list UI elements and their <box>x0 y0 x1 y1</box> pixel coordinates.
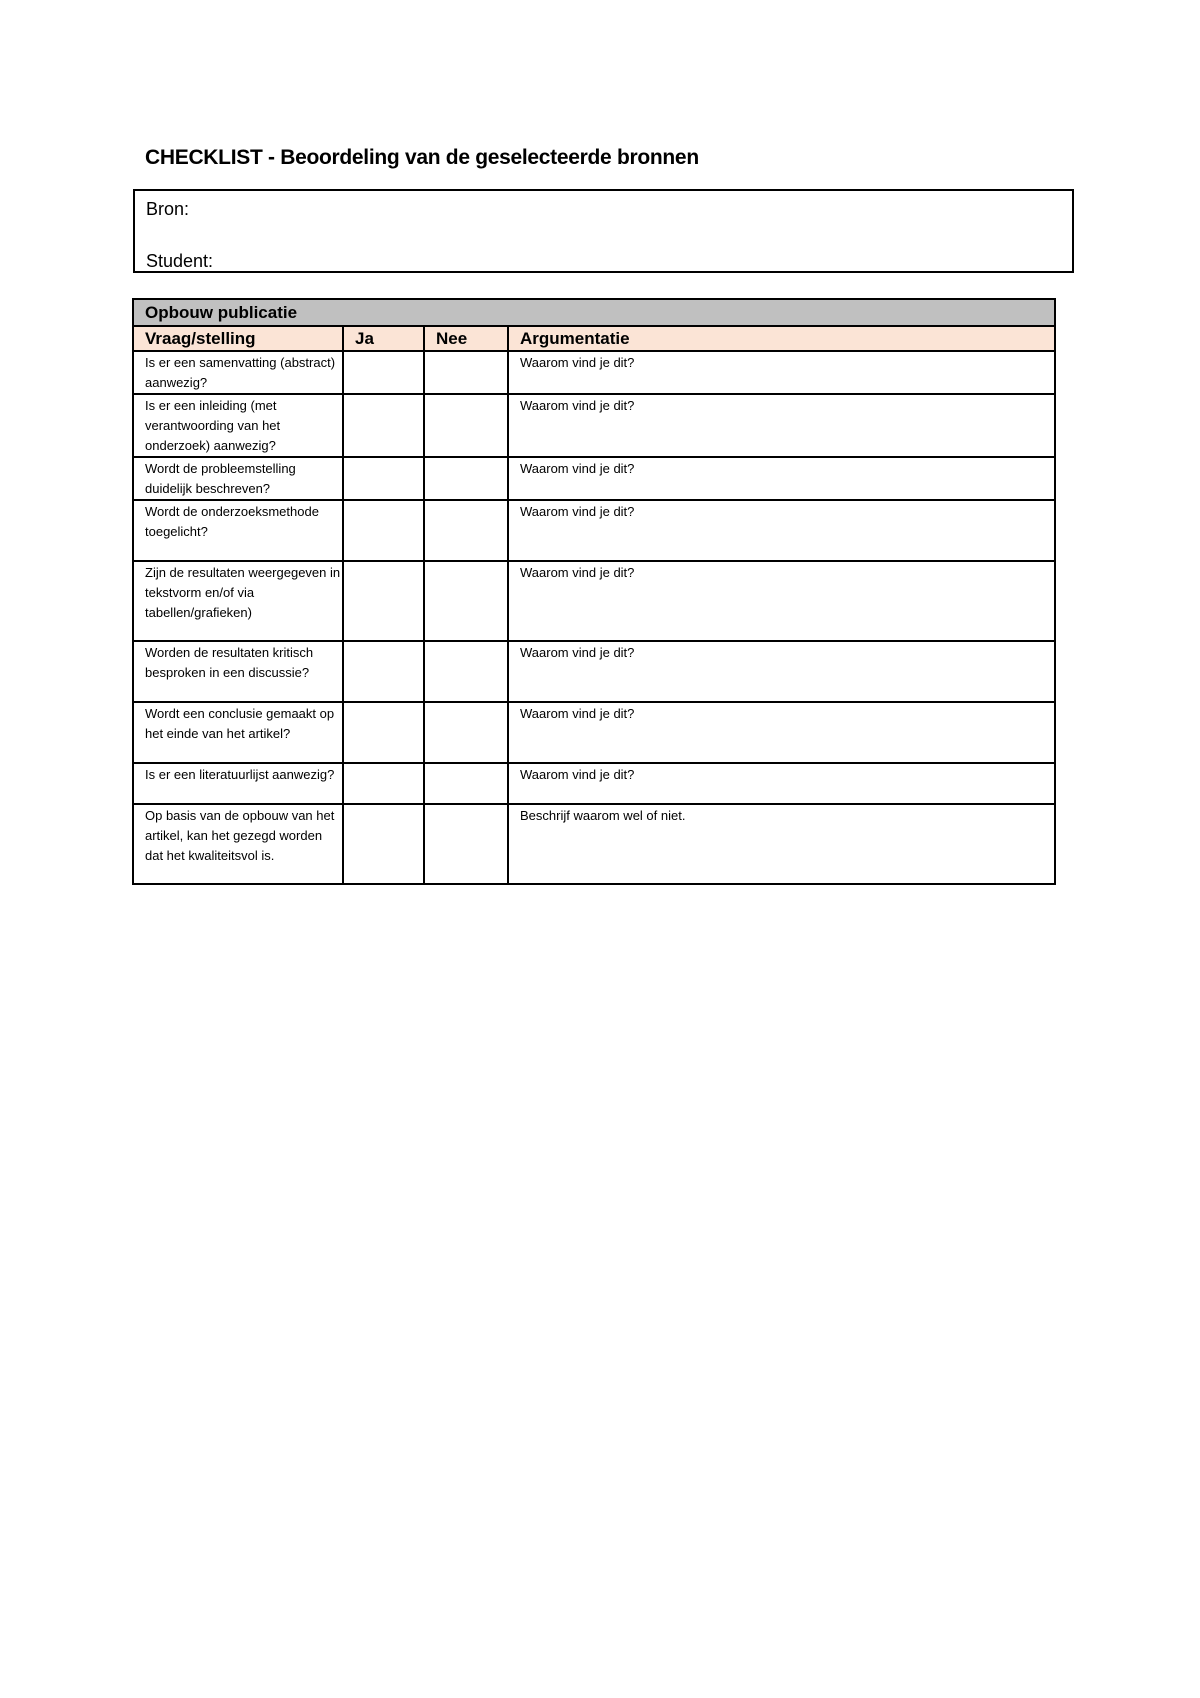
question-cell: Worden de resultaten kritisch besproken in een discussie? <box>133 641 343 702</box>
no-cell[interactable] <box>424 457 508 500</box>
argument-cell[interactable]: Waarom vind je dit? <box>508 702 1055 763</box>
yes-cell[interactable] <box>343 457 424 500</box>
no-cell[interactable] <box>424 641 508 702</box>
column-header-argumentation: Argumentatie <box>508 326 1055 351</box>
no-cell[interactable] <box>424 394 508 457</box>
no-cell[interactable] <box>424 763 508 804</box>
question-cell: Op basis van de opbouw van het artikel, kan het gezegd worden dat het kwaliteitsvol is. <box>133 804 343 884</box>
argument-cell[interactable]: Waarom vind je dit? <box>508 394 1055 457</box>
yes-cell[interactable] <box>343 641 424 702</box>
student-label: Student: <box>146 251 214 271</box>
checklist-table <box>132 298 1056 885</box>
argument-cell[interactable]: Waarom vind je dit? <box>508 457 1055 500</box>
question-cell: Is er een inleiding (met verantwoording van het onderzoek) aanwezig? <box>133 394 343 457</box>
yes-cell[interactable] <box>343 561 424 641</box>
argument-cell[interactable]: Waarom vind je dit? <box>508 351 1055 394</box>
yes-cell[interactable] <box>343 763 424 804</box>
argument-cell[interactable]: Beschrijf waarom wel of niet. <box>508 804 1055 884</box>
column-header-row <box>133 326 1055 351</box>
question-cell: Wordt de probleemstelling duidelijk beschreven? <box>133 457 343 500</box>
document-title: CHECKLIST - Beoordeling van de geselecteerde bronnen <box>145 146 699 169</box>
no-cell[interactable] <box>424 500 508 561</box>
table-row <box>133 394 1055 457</box>
column-header-yes: Ja <box>343 326 424 351</box>
table-row <box>133 763 1055 804</box>
table-row <box>133 457 1055 500</box>
yes-cell[interactable] <box>343 351 424 394</box>
no-cell[interactable] <box>424 351 508 394</box>
table-row <box>133 500 1055 561</box>
argument-cell[interactable]: Waarom vind je dit? <box>508 561 1055 641</box>
table-row <box>133 641 1055 702</box>
question-cell: Is er een samenvatting (abstract) aanwezig? <box>133 351 343 394</box>
column-header-question: Vraag/stelling <box>133 326 343 351</box>
argument-cell[interactable]: Waarom vind je dit? <box>508 763 1055 804</box>
no-cell[interactable] <box>424 702 508 763</box>
question-cell: Wordt de onderzoeksmethode toegelicht? <box>133 500 343 561</box>
table-row <box>133 702 1055 763</box>
section-title: Opbouw publicatie <box>133 299 1055 326</box>
yes-cell[interactable] <box>343 394 424 457</box>
argument-cell[interactable]: Waarom vind je dit? <box>508 641 1055 702</box>
section-header-row <box>133 299 1055 326</box>
table-row <box>133 804 1055 884</box>
no-cell[interactable] <box>424 561 508 641</box>
column-header-no: Nee <box>424 326 508 351</box>
yes-cell[interactable] <box>343 804 424 884</box>
table-row <box>133 351 1055 394</box>
table-row <box>133 561 1055 641</box>
question-cell: Zijn de resultaten weergegeven in tekstvorm en/of via tabellen/grafieken) <box>133 561 343 641</box>
yes-cell[interactable] <box>343 500 424 561</box>
no-cell[interactable] <box>424 804 508 884</box>
question-cell: Wordt een conclusie gemaakt op het einde van het artikel? <box>133 702 343 763</box>
source-student-box <box>133 189 1074 273</box>
yes-cell[interactable] <box>343 702 424 763</box>
bron-label: Bron: <box>146 199 190 219</box>
argument-cell[interactable]: Waarom vind je dit? <box>508 500 1055 561</box>
question-cell: Is er een literatuurlijst aanwezig? <box>133 763 343 804</box>
